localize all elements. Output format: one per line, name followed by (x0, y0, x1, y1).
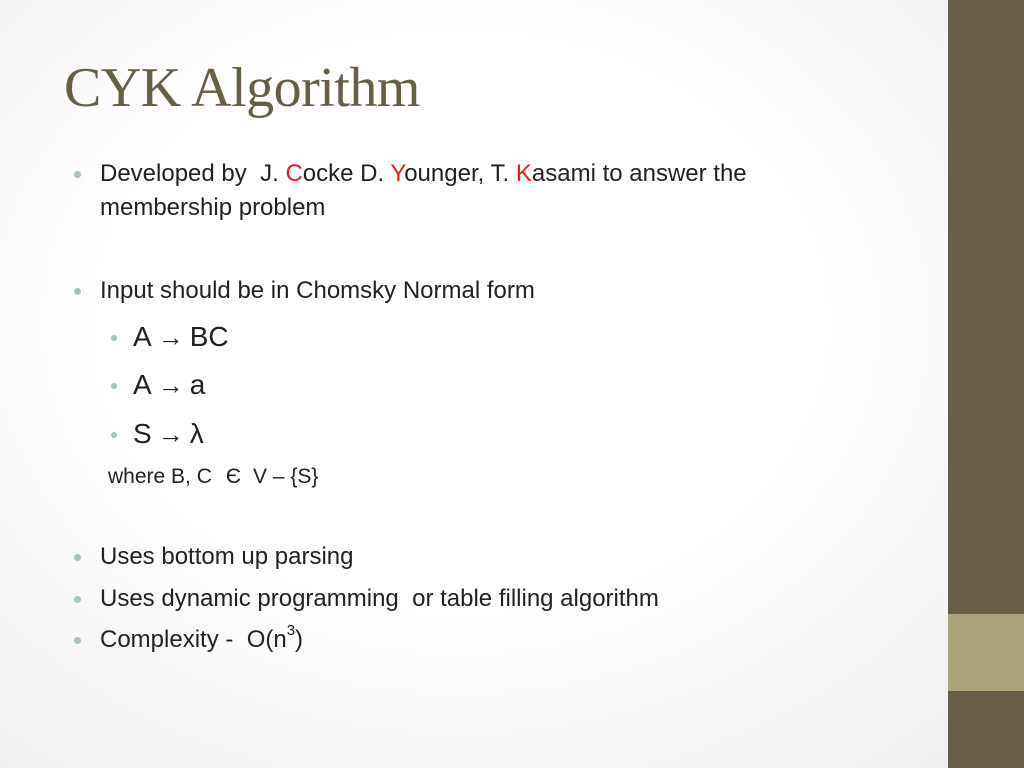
rule-rhs: λ (189, 418, 204, 449)
rule-lhs: A (133, 321, 152, 352)
rule-rhs: BC (189, 321, 229, 352)
complexity-close: ) (295, 626, 304, 653)
where-note (108, 463, 318, 491)
complexity-text: Complexity - O(n (100, 626, 287, 653)
slide-title: CYK Algorithm (64, 57, 420, 119)
bullet-dot-icon (111, 335, 117, 341)
developed-line2: membership problem (100, 194, 326, 221)
bullet-chomsky (100, 274, 535, 308)
bullet-dot-icon (74, 288, 81, 295)
arrow-right-icon: → (157, 419, 184, 449)
younger-rest: ounger, T. (404, 160, 516, 187)
rule-item (133, 416, 204, 452)
rule-rhs: a (189, 369, 206, 400)
bullet-dot-icon (111, 383, 117, 389)
chomsky-text: Input should be in Chomsky Normal form (100, 277, 535, 304)
kasami-initial: K (515, 160, 532, 187)
younger-initial: Y (390, 160, 405, 187)
where-prefix: where B, C (108, 465, 212, 488)
arrow-right-icon: → (157, 370, 184, 400)
element-of-symbol: Є (225, 465, 241, 488)
bullet-developed-by (100, 157, 747, 225)
cocke-rest: ocke D. (302, 160, 391, 187)
bullet-dot-icon (74, 171, 81, 178)
rule-item (133, 367, 205, 403)
bullet-complexity (100, 623, 303, 657)
side-accent-block (948, 614, 1024, 691)
bullet-dot-icon (74, 554, 81, 561)
rule-item (133, 319, 229, 355)
rule-lhs: A (133, 369, 152, 400)
bullet-dot-icon (74, 637, 81, 644)
bullet-dynamic-programming (100, 582, 659, 616)
bullet-dot-icon (111, 432, 117, 438)
bottom-up-text: Uses bottom up parsing (100, 543, 354, 570)
cocke-initial: C (285, 160, 303, 187)
arrow-right-icon: → (157, 322, 184, 352)
kasami-rest: asami to answer the (531, 160, 747, 187)
where-suffix: V – {S} (252, 465, 319, 488)
bullet-bottom-up (100, 540, 353, 574)
bullet-dot-icon (74, 596, 81, 603)
rule-lhs: S (133, 418, 152, 449)
complexity-exponent: 3 (286, 622, 296, 639)
developed-prefix: Developed by J. (100, 160, 286, 187)
dynamic-programming-text: Uses dynamic programming or table filling algorithm (100, 585, 659, 612)
